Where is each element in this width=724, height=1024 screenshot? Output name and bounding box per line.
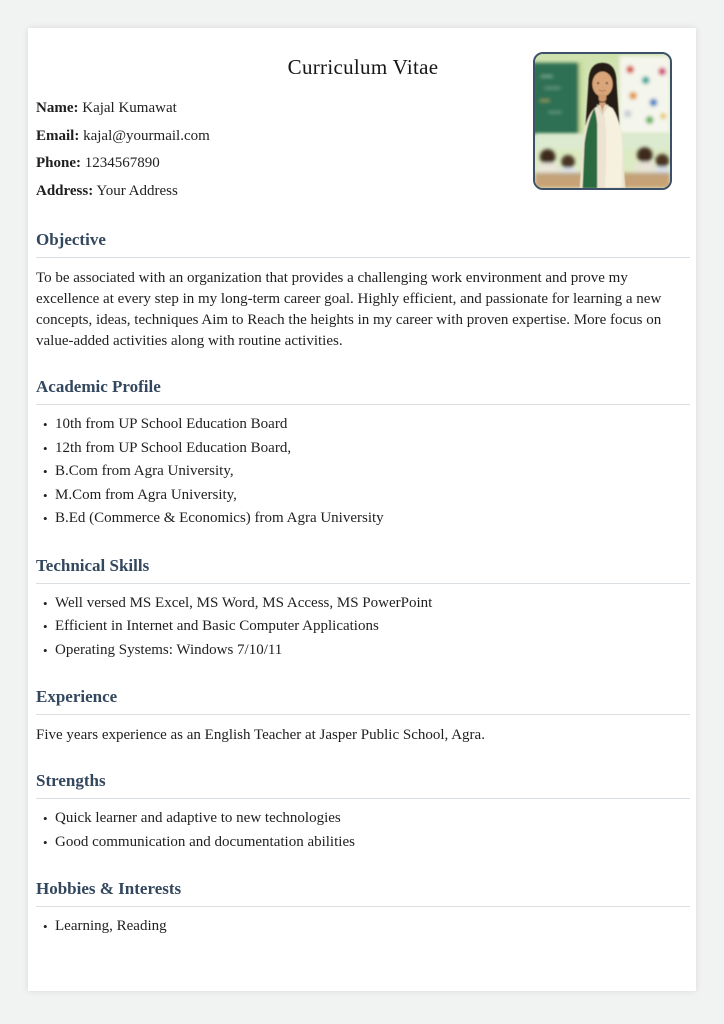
profile-photo — [533, 52, 672, 190]
page-title: Curriculum Vitae — [287, 55, 439, 79]
section-divider — [36, 257, 690, 258]
section-heading: Experience — [36, 687, 118, 706]
sections — [36, 229, 690, 939]
bullet-icon: • — [43, 642, 48, 658]
list-item-text: Operating Systems: Windows 7/10/11 — [55, 641, 283, 658]
contact-label: Address: — [36, 182, 94, 199]
section-divider — [36, 583, 690, 584]
cv-section — [36, 878, 690, 939]
list-item — [36, 484, 690, 508]
cv-section — [36, 229, 690, 352]
bullet-icon: • — [43, 440, 48, 456]
contact-value: 1234567890 — [81, 155, 160, 171]
section-paragraph: Five years experience as an English Teacher at Jasper Public School, Agra. — [36, 727, 485, 743]
section-list — [36, 413, 690, 531]
list-item-text: B.Com from Agra University, — [55, 463, 234, 479]
contact-value: Your Address — [93, 182, 178, 199]
contact-label: Email: — [36, 127, 80, 144]
section-heading: Technical Skills — [36, 555, 150, 575]
bullet-icon: • — [43, 811, 48, 826]
cv-page — [28, 28, 696, 991]
list-item — [36, 831, 690, 855]
list-item — [36, 807, 690, 831]
list-item — [36, 437, 690, 461]
section-divider — [36, 906, 690, 907]
section-divider — [36, 798, 690, 799]
section-list — [36, 592, 690, 663]
contact-value: Kajal Kumawat — [78, 100, 177, 116]
bullet-icon: • — [43, 595, 48, 611]
cv-section — [36, 376, 690, 531]
list-item-text: Quick learner and adaptive to new technologies — [55, 810, 341, 826]
bullet-icon: • — [43, 464, 48, 479]
list-item — [36, 639, 690, 663]
list-item — [36, 592, 690, 616]
section-list — [36, 915, 690, 939]
bullet-icon: • — [43, 834, 48, 850]
list-item-text: M.Com from Agra University, — [55, 486, 237, 503]
list-item-text: 10th from UP School Education Board — [55, 416, 288, 432]
section-heading: Hobbies & Interests — [36, 879, 182, 898]
contact-value: kajal@yourmail.com — [79, 127, 210, 144]
bullet-icon: • — [43, 511, 48, 526]
section-divider — [36, 714, 690, 715]
section-heading: Strengths — [36, 771, 106, 790]
contact-label: Phone: — [36, 155, 81, 171]
list-item — [36, 615, 690, 639]
list-item-text: Well versed MS Excel, MS Word, MS Access, MS PowerPoint — [55, 594, 433, 611]
section-list — [36, 807, 690, 854]
list-item-text: Learning, Reading — [55, 918, 167, 934]
contact-label: Name: — [36, 100, 79, 116]
bullet-icon: • — [43, 619, 48, 634]
list-item-text: Efficient in Internet and Basic Computer Applications — [55, 618, 379, 634]
list-item-text: 12th from UP School Education Board, — [55, 439, 292, 456]
list-item-text: Good communication and documentation abilities — [55, 833, 355, 850]
cv-section — [36, 686, 690, 746]
list-item — [36, 460, 690, 484]
section-heading: Objective — [36, 230, 106, 249]
cv-section — [36, 770, 690, 854]
list-item-text: B.Ed (Commerce & Economics) from Agra University — [55, 510, 384, 526]
section-heading: Academic Profile — [36, 377, 161, 396]
section-divider — [36, 404, 690, 405]
bullet-icon: • — [43, 417, 48, 432]
section-paragraph: To be associated with an organization that provides a challenging work environment and prove my excellence at every step in my long-term career goal. Highly efficient, and passionate for learning a new concepts, ideas, techniques Aim to Reach the heights in my career with proven expertise. More focus on value-added activities along with routine activities. — [36, 270, 662, 349]
teacher-classroom-photo-icon — [535, 54, 670, 188]
bullet-icon: • — [43, 919, 48, 934]
cv-section — [36, 555, 690, 663]
list-item — [36, 507, 690, 531]
list-item — [36, 413, 690, 437]
bullet-icon: • — [43, 487, 48, 503]
list-item — [36, 915, 690, 939]
